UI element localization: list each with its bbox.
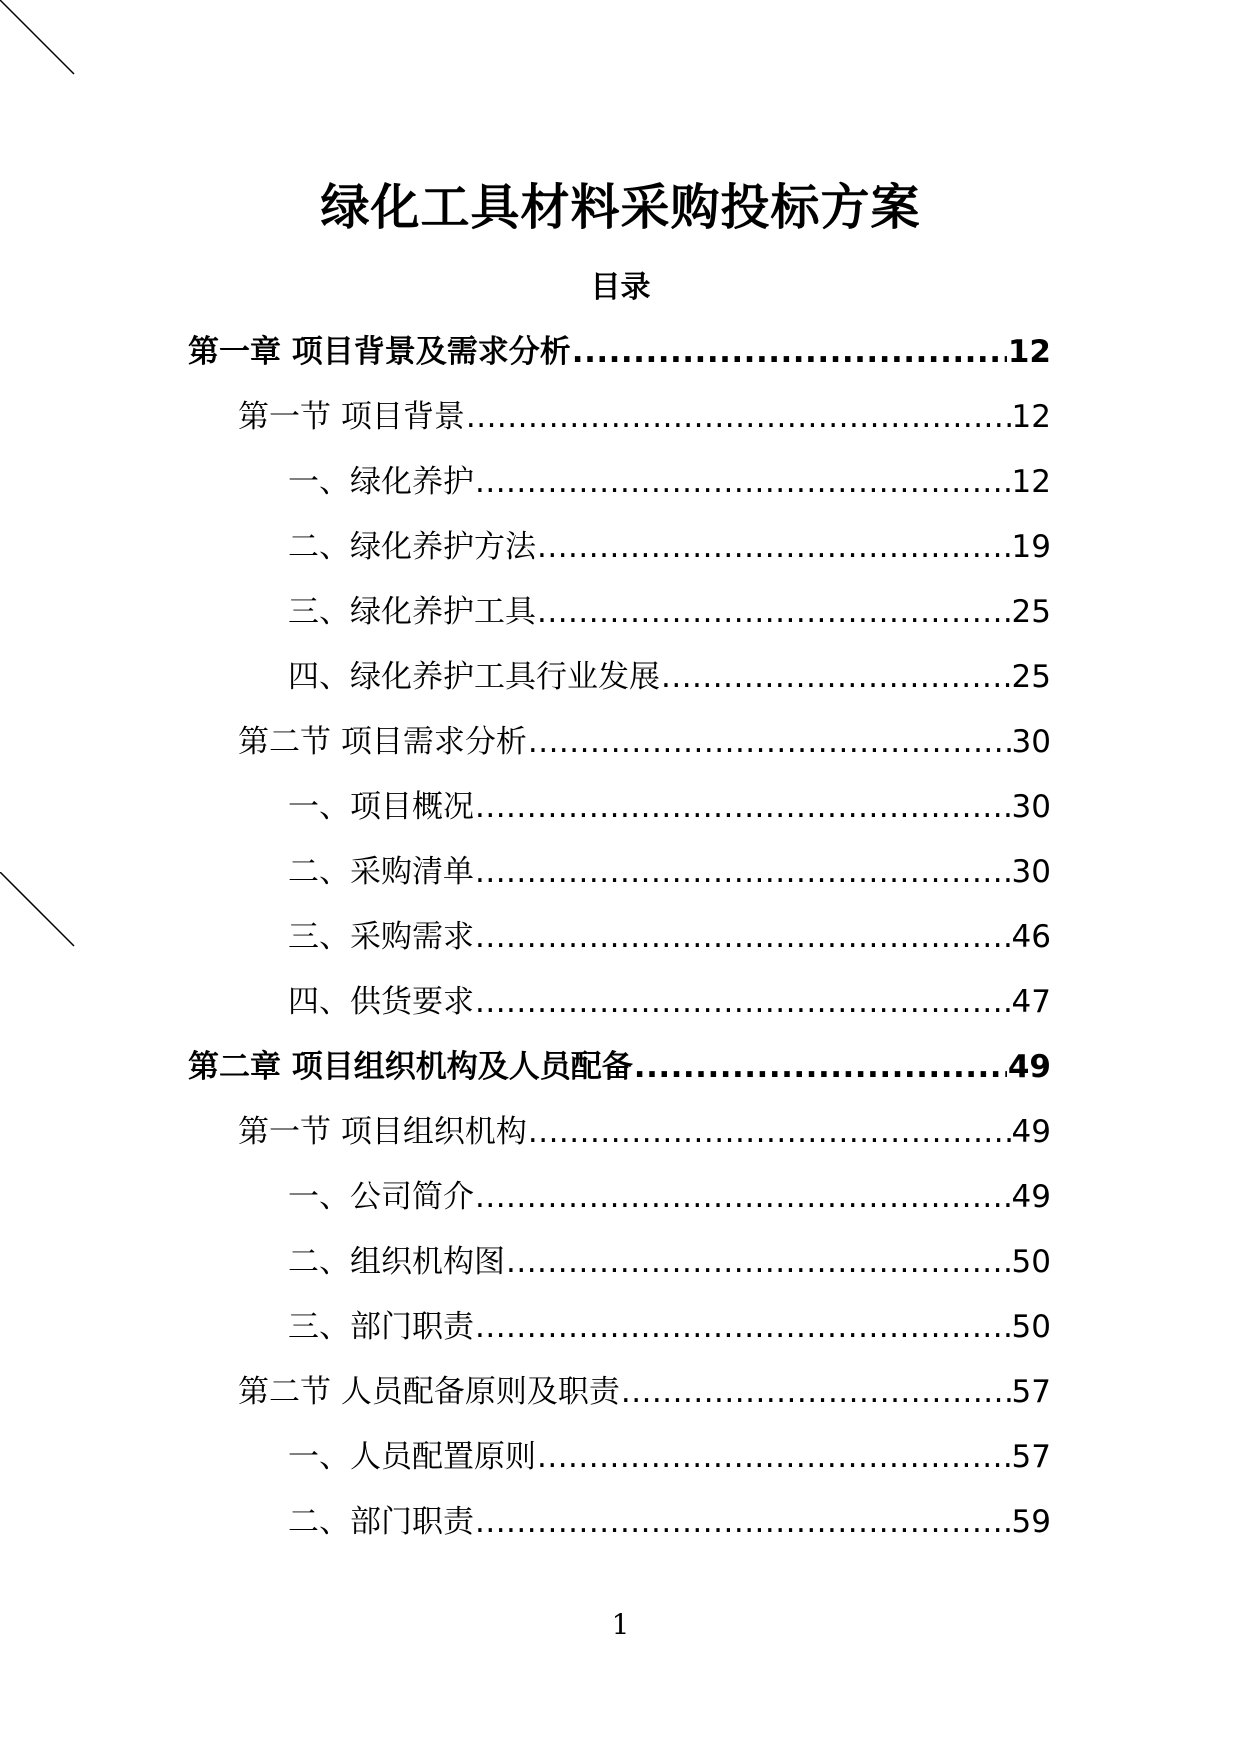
toc-entry-text: 第一节 项目背景 <box>238 399 465 435</box>
toc-entry[interactable] <box>288 850 1051 894</box>
toc-entry-text: 三、绿化养护工具 <box>288 594 536 630</box>
document-title: 绿化工具材料采购投标方案 <box>320 179 921 236</box>
page-number: 1 <box>611 1608 630 1641</box>
toc-entry-page: 30 <box>1011 789 1051 825</box>
toc-entry-page: 46 <box>1011 919 1051 955</box>
toc-entry-text: 第二节 项目需求分析 <box>238 724 527 760</box>
toc-entry-page: 49 <box>1011 1179 1051 1215</box>
toc-dot-leader <box>475 460 1011 504</box>
toc-entry-text: 三、采购需求 <box>288 919 474 955</box>
toc-entry[interactable] <box>238 1370 1051 1414</box>
toc-dot-leader <box>475 850 1011 894</box>
toc-dot-leader <box>572 330 1007 374</box>
toc-entry[interactable] <box>288 1240 1051 1284</box>
toc-dot-leader <box>537 590 1011 634</box>
toc-entry[interactable] <box>288 460 1051 504</box>
toc-entry[interactable] <box>288 655 1051 699</box>
toc-dot-leader <box>466 395 1011 439</box>
toc-entry-page: 49 <box>1007 1049 1051 1085</box>
toc-entry-text: 第二章 项目组织机构及人员配备 <box>188 1049 633 1085</box>
toc-entry-page: 19 <box>1011 529 1051 565</box>
toc-entry-text: 二、组织机构图 <box>288 1244 505 1280</box>
toc-entry-text: 三、部门职责 <box>288 1309 474 1345</box>
toc-dot-leader <box>475 915 1011 959</box>
toc-dot-leader <box>475 1500 1011 1544</box>
toc-entry-text: 一、项目概况 <box>288 789 474 825</box>
toc-entry[interactable] <box>188 330 1051 374</box>
toc-entry-text: 二、部门职责 <box>288 1504 474 1540</box>
toc-entry-page: 25 <box>1011 659 1051 695</box>
toc-dot-leader <box>475 785 1011 829</box>
toc-entry-page: 30 <box>1011 724 1051 760</box>
toc-dot-leader <box>621 1370 1011 1414</box>
toc-dot-leader <box>528 720 1011 764</box>
toc-dot-leader <box>475 980 1011 1024</box>
toc-dot-leader <box>475 1175 1011 1219</box>
toc-entry[interactable] <box>188 1045 1051 1089</box>
toc-entry-page: 50 <box>1011 1309 1051 1345</box>
toc-entry[interactable] <box>238 1110 1051 1154</box>
toc-entry[interactable] <box>288 1500 1051 1544</box>
toc-entry[interactable] <box>288 1435 1051 1479</box>
toc-entry[interactable] <box>288 980 1051 1024</box>
toc-entry-page: 12 <box>1011 464 1051 500</box>
toc-entry-text: 第一节 项目组织机构 <box>238 1114 527 1150</box>
toc-dot-leader <box>528 1110 1011 1154</box>
toc-entry[interactable] <box>238 720 1051 764</box>
toc-entry[interactable] <box>238 395 1051 439</box>
toc-entry[interactable] <box>288 525 1051 569</box>
toc-entry-page: 12 <box>1011 399 1051 435</box>
toc-entry-page: 57 <box>1011 1439 1051 1475</box>
toc-entry[interactable] <box>288 785 1051 829</box>
toc-entry-page: 57 <box>1011 1374 1051 1410</box>
toc-entry-text: 一、绿化养护 <box>288 464 474 500</box>
toc-entry-text: 二、绿化养护方法 <box>288 529 536 565</box>
toc-dot-leader <box>475 1305 1011 1349</box>
toc-entry-page: 59 <box>1011 1504 1051 1540</box>
toc-dot-leader <box>506 1240 1011 1284</box>
toc-entry[interactable] <box>288 1175 1051 1219</box>
toc-entry-text: 第二节 人员配备原则及职责 <box>238 1374 620 1410</box>
toc-dot-leader <box>537 1435 1011 1479</box>
toc-entry-text: 第一章 项目背景及需求分析 <box>188 334 571 370</box>
toc-heading: 目录 <box>590 270 651 305</box>
toc-entry-text: 一、人员配置原则 <box>288 1439 536 1475</box>
toc-dot-leader <box>661 655 1011 699</box>
toc-entry[interactable] <box>288 915 1051 959</box>
toc-entry-page: 50 <box>1011 1244 1051 1280</box>
toc-entry-page: 25 <box>1011 594 1051 630</box>
toc-entry-text: 四、绿化养护工具行业发展 <box>288 659 660 695</box>
toc-entry[interactable] <box>288 1305 1051 1349</box>
corner-crop-mark-top <box>0 0 80 80</box>
toc-entry[interactable] <box>288 590 1051 634</box>
toc-entry-page: 12 <box>1007 334 1051 370</box>
toc-entry-page: 49 <box>1011 1114 1051 1150</box>
corner-crop-mark-middle <box>0 872 80 952</box>
toc-entry-page: 30 <box>1011 854 1051 890</box>
toc-entry-text: 二、采购清单 <box>288 854 474 890</box>
toc-entry-text: 一、公司简介 <box>288 1179 474 1215</box>
toc-entry-page: 47 <box>1011 984 1051 1020</box>
toc-dot-leader <box>537 525 1011 569</box>
toc-entry-text: 四、供货要求 <box>288 984 474 1020</box>
toc-dot-leader <box>634 1045 1007 1089</box>
